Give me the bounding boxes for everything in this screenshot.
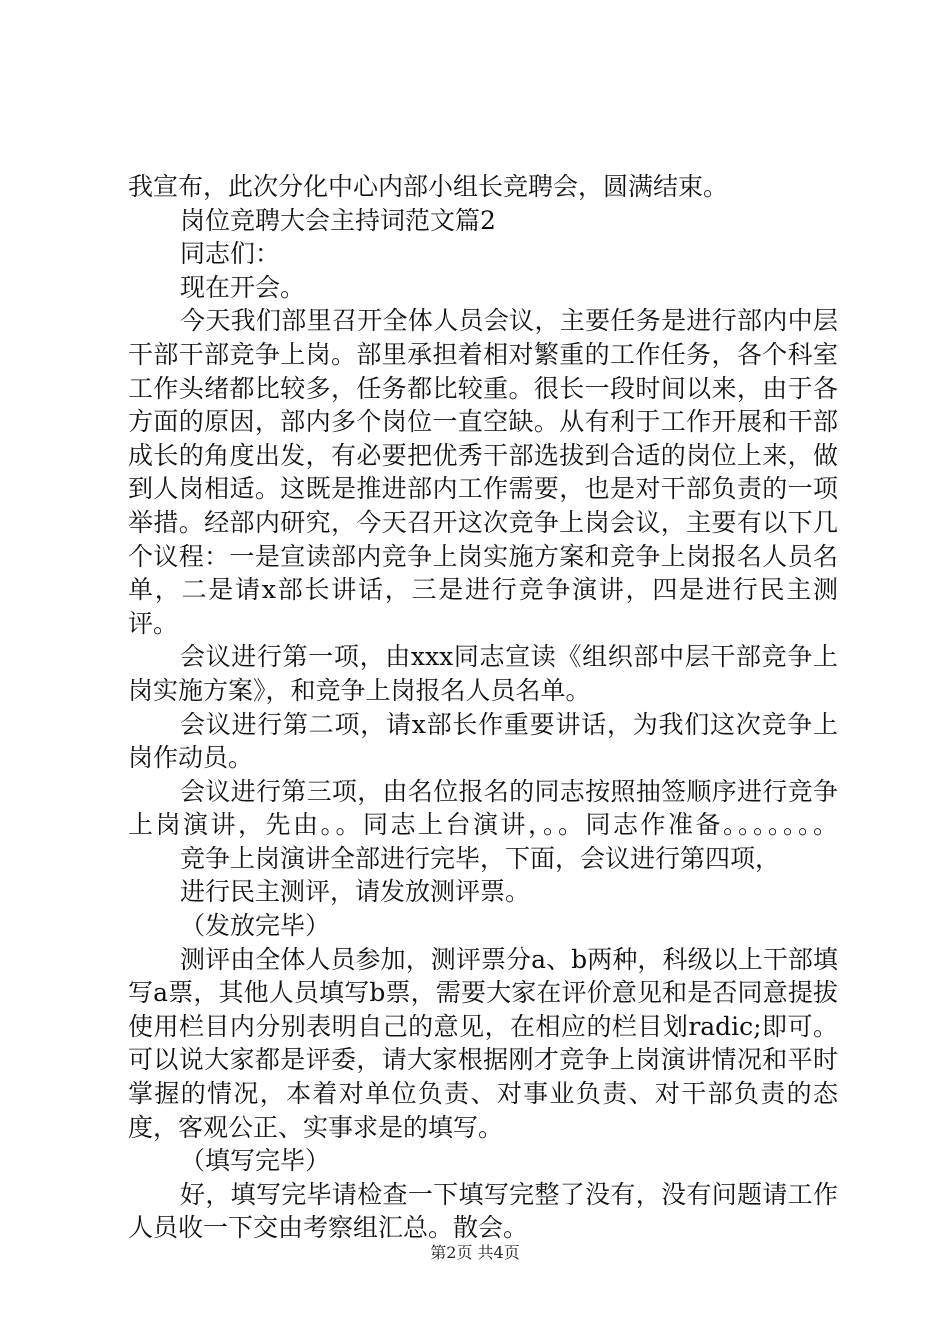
opening-line: 现在开会。 [180,272,306,302]
salutation: 同志们： [180,239,281,269]
agenda-item-3-paragraph: 会议进行第三项，由名位报名的同志按照抽签顺序进行竞争上岗演讲，先由。。同志上台演讲，。。同志作准备。。。。。。。 [128,776,838,840]
adjournment-paragraph: 好，填写完毕请检查一下填写完整了没有，没有问题请工作人员收一下交由考察组汇总。散会。 [128,1179,838,1243]
section-heading: 岗位竞聘大会主持词范文篇2 [180,205,496,235]
document-body [128,170,838,1245]
agenda-item-2-paragraph: 会议进行第二项，请x部长作重要讲话，为我们这次竞争上岗作动员。 [128,709,838,773]
evaluation-rules-paragraph: 测评由全体人员参加，测评票分a、b两种，科级以上干部填写a票，其他人员填写b票，需要大家在评价意见和是否同意提拔使用栏目内分别表明自己的意见，在相应的栏目划radic;即可。可以说大家都是评委，请大家根据刚才竞争上岗演讲情况和平时掌握的情况，本着对单位负责、对事业负责、对干部负责的态度，客观公正、实事求是的填写。 [128,944,838,1142]
closing-paragraph: 我宣布，此次分化中心内部小组长竞聘会，圆满结束。 [128,172,729,201]
agenda-item-4-line: 竞争上岗演讲全部进行完毕，下面，会议进行第四项， [180,843,781,873]
stage-direction-distribute: （发放完毕） [180,911,331,941]
agenda-item-1-paragraph: 会议进行第一项，由xxx同志宣读《组织部中层干部竞争上岗实施方案》，和竞争上岗报名人员名单。 [128,642,838,705]
evaluation-instruction-line: 进行民主测评，请发放测评票。 [180,877,531,907]
meeting-purpose-paragraph: 今天我们部里召开全体人员会议，主要任务是进行部内中层干部干部竞争上岗。部里承担着相对繁重的工作任务，各个科室工作头绪都比较多，任务都比较重。很长一段时间以来，由于各方面的原因，部内多个岗位一直空缺。从有利于工作开展和干部成长的角度出发，有必要把优秀干部选拔到合适的岗位上来，做到人岗相适。这既是推进部内工作需要，也是对干部负责的一项举措。经部内研究，今天召开这次竞争上岗会议，主要有以下几个议程：一是宣读部内竞争上岗实施方案和竞争上岗报名人员名单，二是请x部长讲话，三是进行竞争演讲，四是进行民主测评。 [128,306,838,638]
page-number-footer: 第2页 共4页 [430,1243,520,1262]
stage-direction-filled: （填写完毕） [180,1146,331,1176]
